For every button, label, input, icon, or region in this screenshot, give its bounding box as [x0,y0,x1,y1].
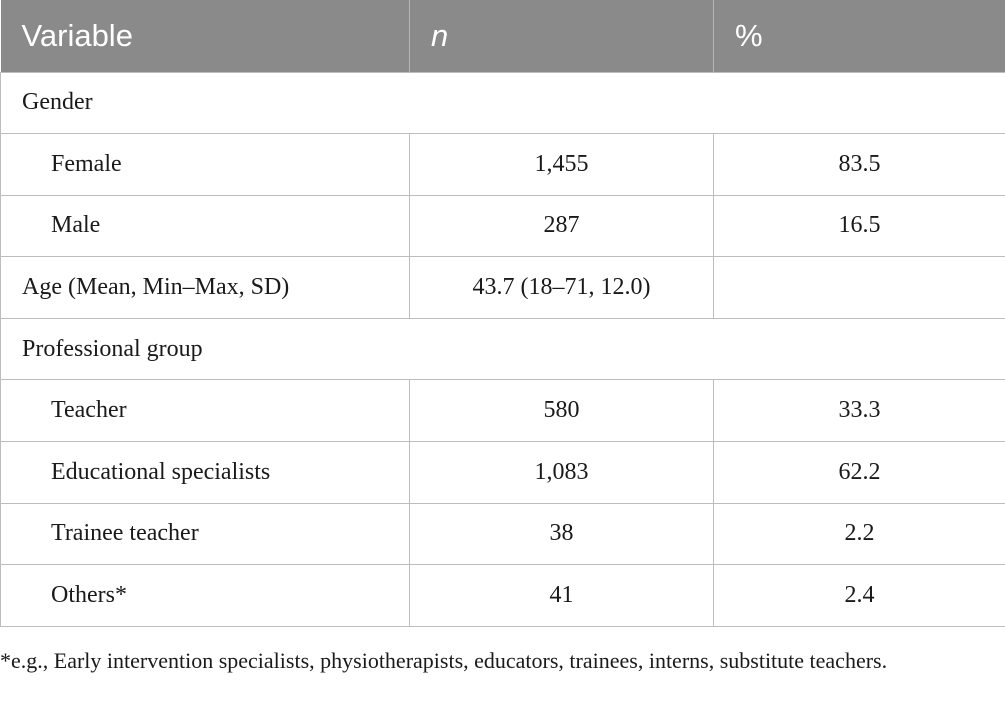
table-footnote: *e.g., Early intervention specialists, physiotherapists, educators, trainees, interns, substitute teachers. [0,648,888,673]
table-row-trainee-teacher [1,503,1005,565]
row-label: Educational specialists [1,442,410,504]
table-row-female [1,134,1005,196]
section-label: Gender [1,72,1005,134]
row-percent: 16.5 [714,195,1005,257]
row-n: 41 [410,565,714,627]
row-n: 43.7 (18–71, 12.0) [410,257,714,319]
row-percent: 83.5 [714,134,1005,196]
row-n: 1,083 [410,442,714,504]
row-n: 1,455 [410,134,714,196]
row-n: 38 [410,503,714,565]
table-row-male [1,195,1005,257]
table-row-others [1,565,1005,627]
row-label: Age (Mean, Min–Max, SD) [1,257,410,319]
table-row-professional-group [1,318,1005,380]
row-label: Female [1,134,410,196]
row-percent: 2.4 [714,565,1005,627]
header-n: n [410,0,714,72]
row-percent [714,257,1005,319]
row-percent: 33.3 [714,380,1005,442]
row-n: 580 [410,380,714,442]
row-label: Teacher [1,380,410,442]
row-percent: 2.2 [714,503,1005,565]
table-row-educational-specialists [1,442,1005,504]
header-variable: Variable [1,0,410,72]
row-label: Others* [1,565,410,627]
row-percent: 62.2 [714,442,1005,504]
header-percent: % [714,0,1005,72]
row-label: Trainee teacher [1,503,410,565]
table-body [1,72,1005,626]
table-row-teacher [1,380,1005,442]
section-label: Professional group [1,318,1005,380]
table-row-gender [1,72,1005,134]
table-row-age [1,257,1005,319]
table-header [1,0,1005,72]
row-label: Male [1,195,410,257]
row-n: 287 [410,195,714,257]
header-row [1,0,1005,72]
